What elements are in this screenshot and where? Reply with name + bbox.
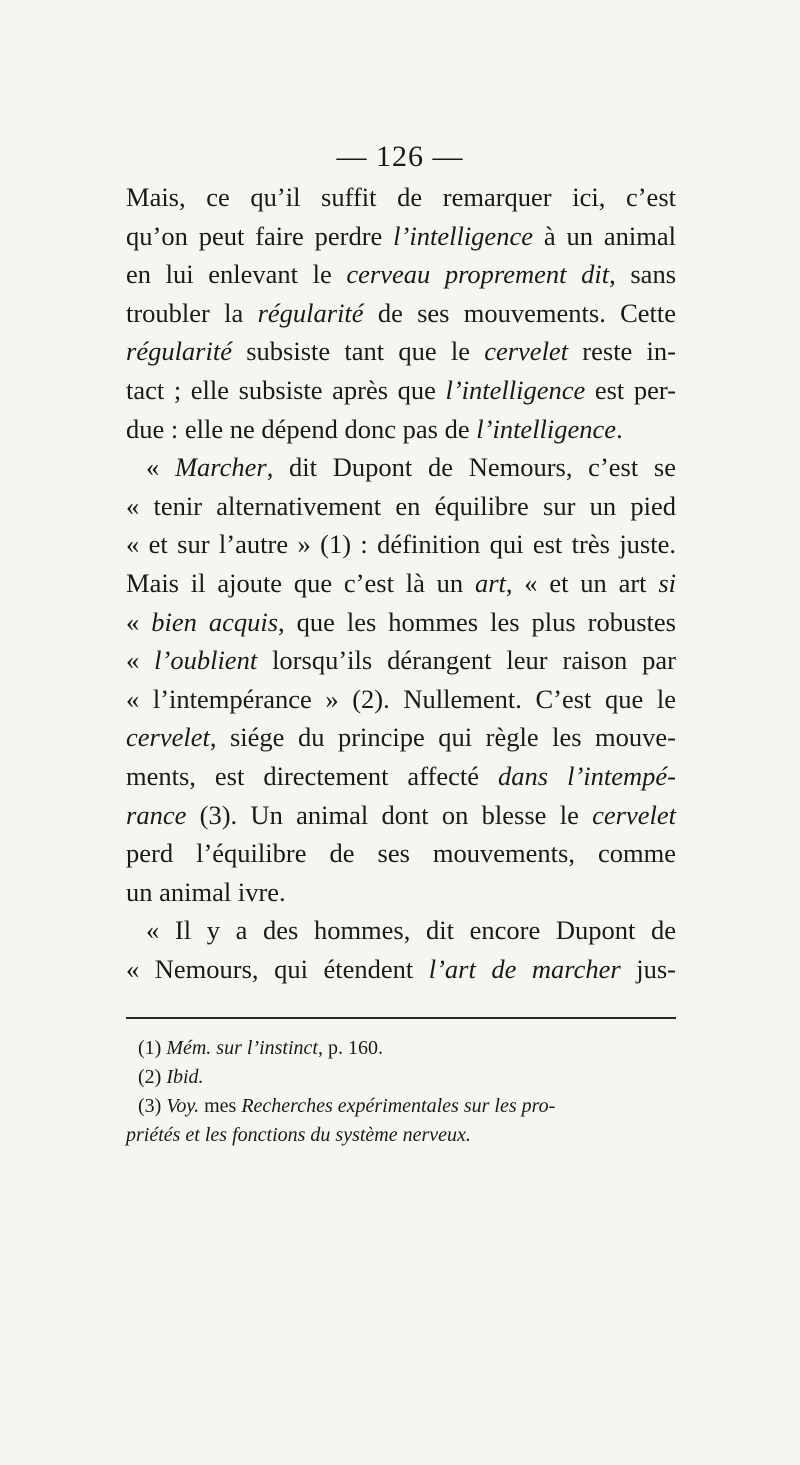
text-line xyxy=(126,255,676,294)
footnote-number: (1) xyxy=(138,1037,167,1059)
text-run: Mais il ajoute que c’est là un xyxy=(126,567,475,598)
text-line xyxy=(126,448,676,487)
italic-run: l’intelligence xyxy=(476,413,617,444)
italic-run: cerveau proprement dit xyxy=(346,259,610,290)
italic-run: art xyxy=(474,567,506,598)
text-line xyxy=(126,564,676,603)
italic-run: régularité xyxy=(257,297,364,328)
footnotes xyxy=(126,1034,678,1150)
text-run: « xyxy=(126,606,152,637)
text-run: jus- xyxy=(620,953,677,984)
text-run: à un animal xyxy=(532,220,676,251)
italic-run: Ibid. xyxy=(166,1066,204,1088)
text-line xyxy=(126,217,676,256)
text-run: reste in- xyxy=(568,336,676,367)
text-line xyxy=(126,911,676,950)
italic-run: dans l’intempé- xyxy=(498,760,676,791)
text-line xyxy=(126,294,676,333)
text-run: « tenir alternativement en équilibre sur un pied xyxy=(126,490,676,521)
page-number-header: — 126 — xyxy=(336,140,464,173)
footnote-3 xyxy=(138,1092,678,1121)
italic-run: Voy. xyxy=(166,1095,200,1117)
italic-run: régularité xyxy=(126,336,232,367)
text-run: mes xyxy=(199,1095,242,1117)
footnote-1 xyxy=(138,1034,678,1063)
text-run: tact ; elle subsiste après que xyxy=(126,374,446,405)
text-line xyxy=(126,718,676,757)
text-line xyxy=(126,371,676,410)
text-run: « l’intempérance » (2). Nullement. C’est que le xyxy=(126,683,676,714)
italic-run: bien acquis xyxy=(151,606,279,637)
footnote-3-continued xyxy=(126,1121,678,1150)
italic-run: l’intelligence xyxy=(393,220,533,251)
text-run: Mais, ce qu’il suffit de remarquer ici, c’est xyxy=(126,182,676,212)
text-run: perd l’équilibre de ses mouvements, comme xyxy=(126,838,676,869)
italic-run: Marcher xyxy=(174,452,267,483)
text-run: troubler la xyxy=(126,297,258,328)
text-line xyxy=(126,873,676,912)
text-line xyxy=(126,757,676,796)
text-line xyxy=(126,525,676,564)
text-run: est per- xyxy=(585,374,676,405)
text-run: en lui enlevant le xyxy=(126,259,347,290)
italic-run: priétés et les fonctions du système nerveux. xyxy=(126,1124,471,1146)
text-line xyxy=(126,332,676,371)
text-run: (3). Un animal dont on blesse le xyxy=(186,799,593,830)
text-run: « xyxy=(146,452,175,483)
text-run: , dit Dupont de Nemours, c’est se xyxy=(266,452,676,483)
text-run: de ses mouvements. Cette xyxy=(363,297,677,328)
italic-run: cervelet xyxy=(592,799,676,830)
text-run: , « et un art xyxy=(505,567,659,598)
footnote-divider xyxy=(126,1017,676,1019)
text-line xyxy=(126,410,676,449)
text-run: lorsqu’ils dérangent leur raison par xyxy=(257,645,676,676)
footnote-number: (3) xyxy=(138,1095,167,1117)
italic-run: rance xyxy=(126,799,187,830)
text-run: . xyxy=(616,413,623,444)
text-run: « xyxy=(126,645,155,676)
text-line xyxy=(126,834,676,873)
text-line xyxy=(126,641,676,680)
italic-run: l’oublient xyxy=(154,645,258,676)
italic-run: cervelet xyxy=(126,722,210,753)
italic-run: Recherches expérimentales sur les pro- xyxy=(241,1095,556,1117)
text-line xyxy=(126,950,676,989)
text-run: « Il y a des hommes, dit encore Dupont de xyxy=(146,915,676,946)
text-run: , sans xyxy=(609,259,677,290)
text-line xyxy=(126,680,676,719)
text-line xyxy=(126,603,676,642)
italic-run: l’intelligence xyxy=(445,374,586,405)
text-run: ments, est directement affecté xyxy=(126,760,499,791)
text-run: subsiste tant que le xyxy=(232,336,485,367)
italic-run: l’art de marcher xyxy=(428,953,621,984)
italic-run: Mém. sur l’instinct xyxy=(166,1037,318,1059)
footnote-number: (2) xyxy=(138,1066,167,1088)
text-line xyxy=(126,487,676,526)
text-run: , siége du principe qui règle les mouve- xyxy=(209,722,676,753)
text-run: « et sur l’autre » (1) : définition qui est très juste. xyxy=(126,529,676,560)
text-run: , que les hommes les plus robustes xyxy=(278,606,676,637)
italic-run: si xyxy=(658,567,676,598)
text-run: un animal ivre. xyxy=(126,876,286,907)
text-run: qu’on peut faire perdre xyxy=(126,220,394,251)
main-text xyxy=(126,178,676,988)
footnote-2 xyxy=(138,1063,678,1092)
text-run: « Nemours, qui étendent xyxy=(126,953,429,984)
text-line xyxy=(126,178,676,217)
text-run: due : elle ne dépend donc pas de xyxy=(126,413,477,444)
italic-run: cervelet xyxy=(484,336,569,367)
text-run: , p. 160. xyxy=(317,1037,383,1059)
text-line xyxy=(126,796,676,835)
